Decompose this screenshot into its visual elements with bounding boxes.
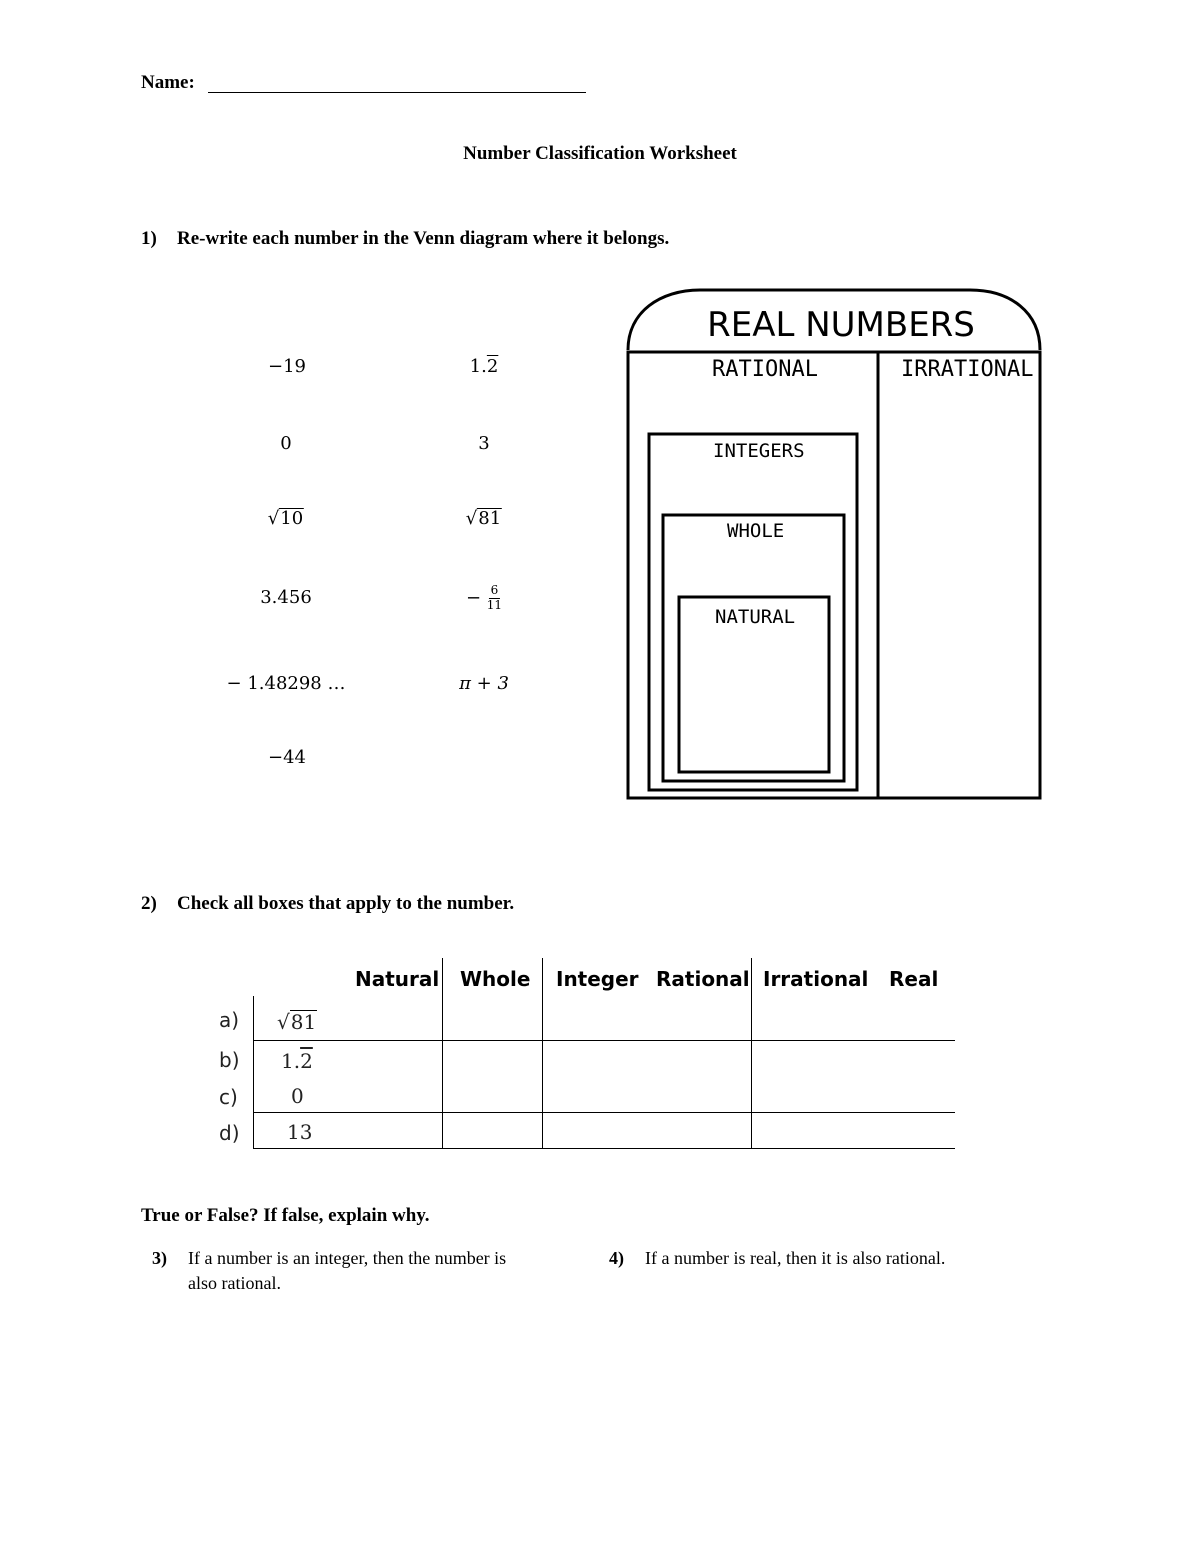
sqrt-radicand: 81 <box>290 1010 317 1034</box>
table-vertical-line <box>253 996 254 1149</box>
venn-real-numbers-label: REAL NUMBERS <box>707 305 975 345</box>
question-4-text: If a number is real, then it is also rational. <box>645 1248 946 1268</box>
question-1 <box>141 228 841 254</box>
venn-diagram <box>620 282 1050 807</box>
number-neg-19: −19 <box>268 356 306 377</box>
number-3: 3 <box>478 433 490 454</box>
number-neg-6-over-11 <box>466 584 502 613</box>
repeating-digit: 2 <box>486 356 499 377</box>
true-false-heading: True or False? If false, explain why. <box>141 1205 430 1226</box>
check-cell-a-whole[interactable] <box>443 997 542 1040</box>
check-cell-a-irrational-real[interactable] <box>752 997 955 1040</box>
venn-natural-label: NATURAL <box>715 606 796 628</box>
row-value-c: 0 <box>291 1084 304 1108</box>
worksheet-title: Number Classification Worksheet <box>463 143 737 164</box>
row-label-c: c) <box>219 1085 238 1109</box>
venn-integers-label: INTEGERS <box>713 440 805 462</box>
check-cell-a-integer-rational[interactable] <box>543 997 751 1040</box>
question-3-text-line2: also rational. <box>188 1273 281 1293</box>
number-neg-44: −44 <box>268 747 306 768</box>
number-part: 1. <box>281 1049 301 1073</box>
number-3-456: 3.456 <box>260 587 312 608</box>
repeating-digit: 2 <box>300 1049 313 1073</box>
fraction <box>487 584 502 613</box>
row-label-b: b) <box>219 1048 240 1072</box>
name-label: Name: <box>141 72 195 93</box>
sqrt-radicand: 10 <box>280 508 304 529</box>
number-neg-1-48298: − 1.48298 … <box>226 673 346 694</box>
question-1-number: 1) <box>141 228 157 249</box>
table-horizontal-line <box>253 1112 955 1113</box>
denominator: 11 <box>486 597 503 612</box>
column-header-rational: Rational <box>656 967 750 991</box>
row-value-d: 13 <box>287 1120 313 1144</box>
table-horizontal-line <box>253 1148 955 1149</box>
question-2-number: 2) <box>141 893 157 914</box>
question-4 <box>609 1246 1039 1272</box>
column-header-integer: Integer <box>556 967 639 991</box>
row-label-a: a) <box>219 1008 240 1032</box>
number-sqrt-81 <box>466 508 502 529</box>
minus-sign: − <box>465 587 482 609</box>
sqrt-symbol: √ <box>277 1010 290 1034</box>
question-3 <box>152 1246 582 1298</box>
venn-irrational-label: IRRATIONAL <box>901 357 1034 382</box>
venn-whole-label: WHOLE <box>727 520 785 542</box>
column-header-real: Real <box>889 967 939 991</box>
sqrt-symbol: √ <box>465 508 478 529</box>
venn-real-numbers-box <box>628 352 1040 798</box>
number-part: 1. <box>469 356 487 377</box>
column-header-whole: Whole <box>460 967 531 991</box>
question-2 <box>141 893 841 919</box>
name-blank-line[interactable] <box>208 92 586 93</box>
table-vertical-line <box>751 958 752 1149</box>
question-1-text: Re-write each number in the Venn diagram where it belongs. <box>177 228 670 249</box>
venn-whole-box <box>663 515 844 781</box>
sqrt-symbol: √ <box>267 508 280 529</box>
numerator: 6 <box>490 583 499 597</box>
table-vertical-line <box>542 958 543 1149</box>
sqrt-radicand: 81 <box>478 508 502 529</box>
question-3-text-line1: If a number is an integer, then the number is <box>188 1248 507 1268</box>
number-sqrt-10 <box>268 508 304 529</box>
number-1-2-repeating <box>470 356 499 377</box>
column-header-natural: Natural <box>355 967 440 991</box>
question-4-number: 4) <box>609 1248 624 1268</box>
row-value-b <box>281 1049 313 1073</box>
number-0: 0 <box>280 433 292 454</box>
venn-rational-label: RATIONAL <box>712 357 818 382</box>
number-pi-plus-3: π + 3 <box>459 673 509 694</box>
question-3-number: 3) <box>152 1248 167 1268</box>
row-label-d: d) <box>219 1121 240 1145</box>
column-header-irrational: Irrational <box>763 967 869 991</box>
row-value-a <box>277 1010 317 1034</box>
table-vertical-line <box>442 958 443 1149</box>
question-2-text: Check all boxes that apply to the number. <box>177 893 515 914</box>
table-horizontal-line <box>253 1040 955 1041</box>
